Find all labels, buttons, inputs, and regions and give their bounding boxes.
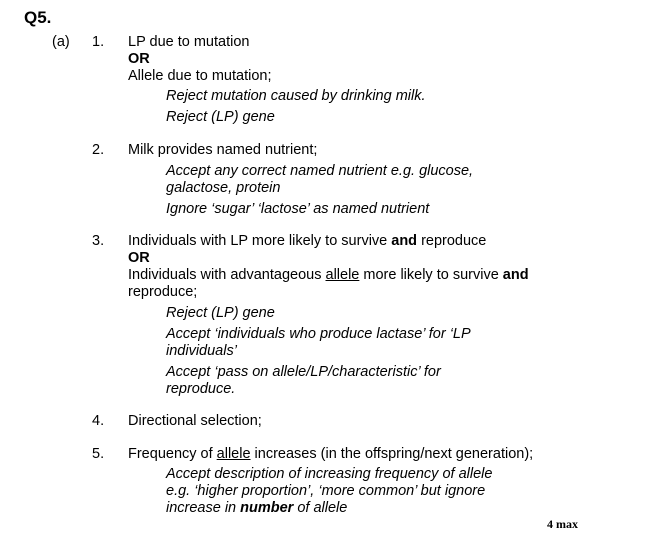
marking-note: Reject mutation caused by drinking milk.: [166, 88, 426, 104]
emphasis: and: [391, 233, 418, 249]
text-run: of allele: [293, 500, 348, 516]
or-label: OR: [128, 51, 150, 67]
marking-note: Accept ‘pass on allele/LP/characteristic’ for: [166, 364, 441, 380]
point-5-line: [128, 446, 533, 463]
marking-note: Accept description of increasing frequency of allele: [166, 466, 493, 482]
text-run: Individuals with LP more likely to survive: [128, 233, 392, 249]
marking-note: reproduce.: [166, 381, 236, 397]
text-run: Frequency of: [128, 446, 217, 462]
marking-note: individuals’: [166, 343, 237, 359]
point-1-line: Allele due to mutation;: [128, 68, 272, 84]
point-2-line: Milk provides named nutrient;: [128, 142, 318, 158]
emphasis: and: [502, 267, 529, 283]
question-title: Q5.: [24, 8, 52, 27]
marking-note: galactose, protein: [166, 180, 281, 196]
underlined-term: allele: [216, 446, 251, 462]
marking-note: Accept ‘individuals who produce lactase’ for ‘LP: [166, 326, 471, 342]
marking-note: Accept any correct named nutrient e.g. glucose,: [166, 163, 474, 179]
point-3-line: reproduce;: [128, 284, 198, 300]
point-3-number: 3.: [92, 233, 105, 249]
point-5-number: 5.: [92, 446, 105, 462]
marks-total: 4 max: [547, 517, 578, 531]
point-3-line: [128, 267, 529, 284]
or-label: OR: [128, 250, 150, 266]
marking-note: Reject (LP) gene: [166, 109, 275, 125]
text-run: Individuals with advantageous: [128, 267, 326, 283]
marking-note: Ignore ‘sugar’ ‘lactose’ as named nutrient: [166, 201, 430, 217]
emphasis: number: [240, 500, 294, 516]
point-4-number: 4.: [92, 413, 105, 429]
part-label: (a): [52, 34, 70, 50]
text-run: increases (in the offspring/next generation);: [250, 446, 534, 462]
point-3-line: [128, 233, 486, 250]
marking-note: e.g. ‘higher proportion’, ‘more common’ but ignore: [166, 483, 486, 499]
point-1-number: 1.: [92, 34, 105, 50]
point-2-number: 2.: [92, 142, 105, 158]
point-4-line: Directional selection;: [128, 413, 262, 429]
underlined-term: allele: [325, 267, 360, 283]
point-1-line: LP due to mutation: [128, 34, 250, 50]
text-run: more likely to survive: [359, 267, 503, 283]
marking-note: Reject (LP) gene: [166, 305, 275, 321]
marking-note: [166, 500, 347, 517]
text-run: increase in: [166, 500, 241, 516]
text-run: reproduce: [417, 233, 487, 249]
